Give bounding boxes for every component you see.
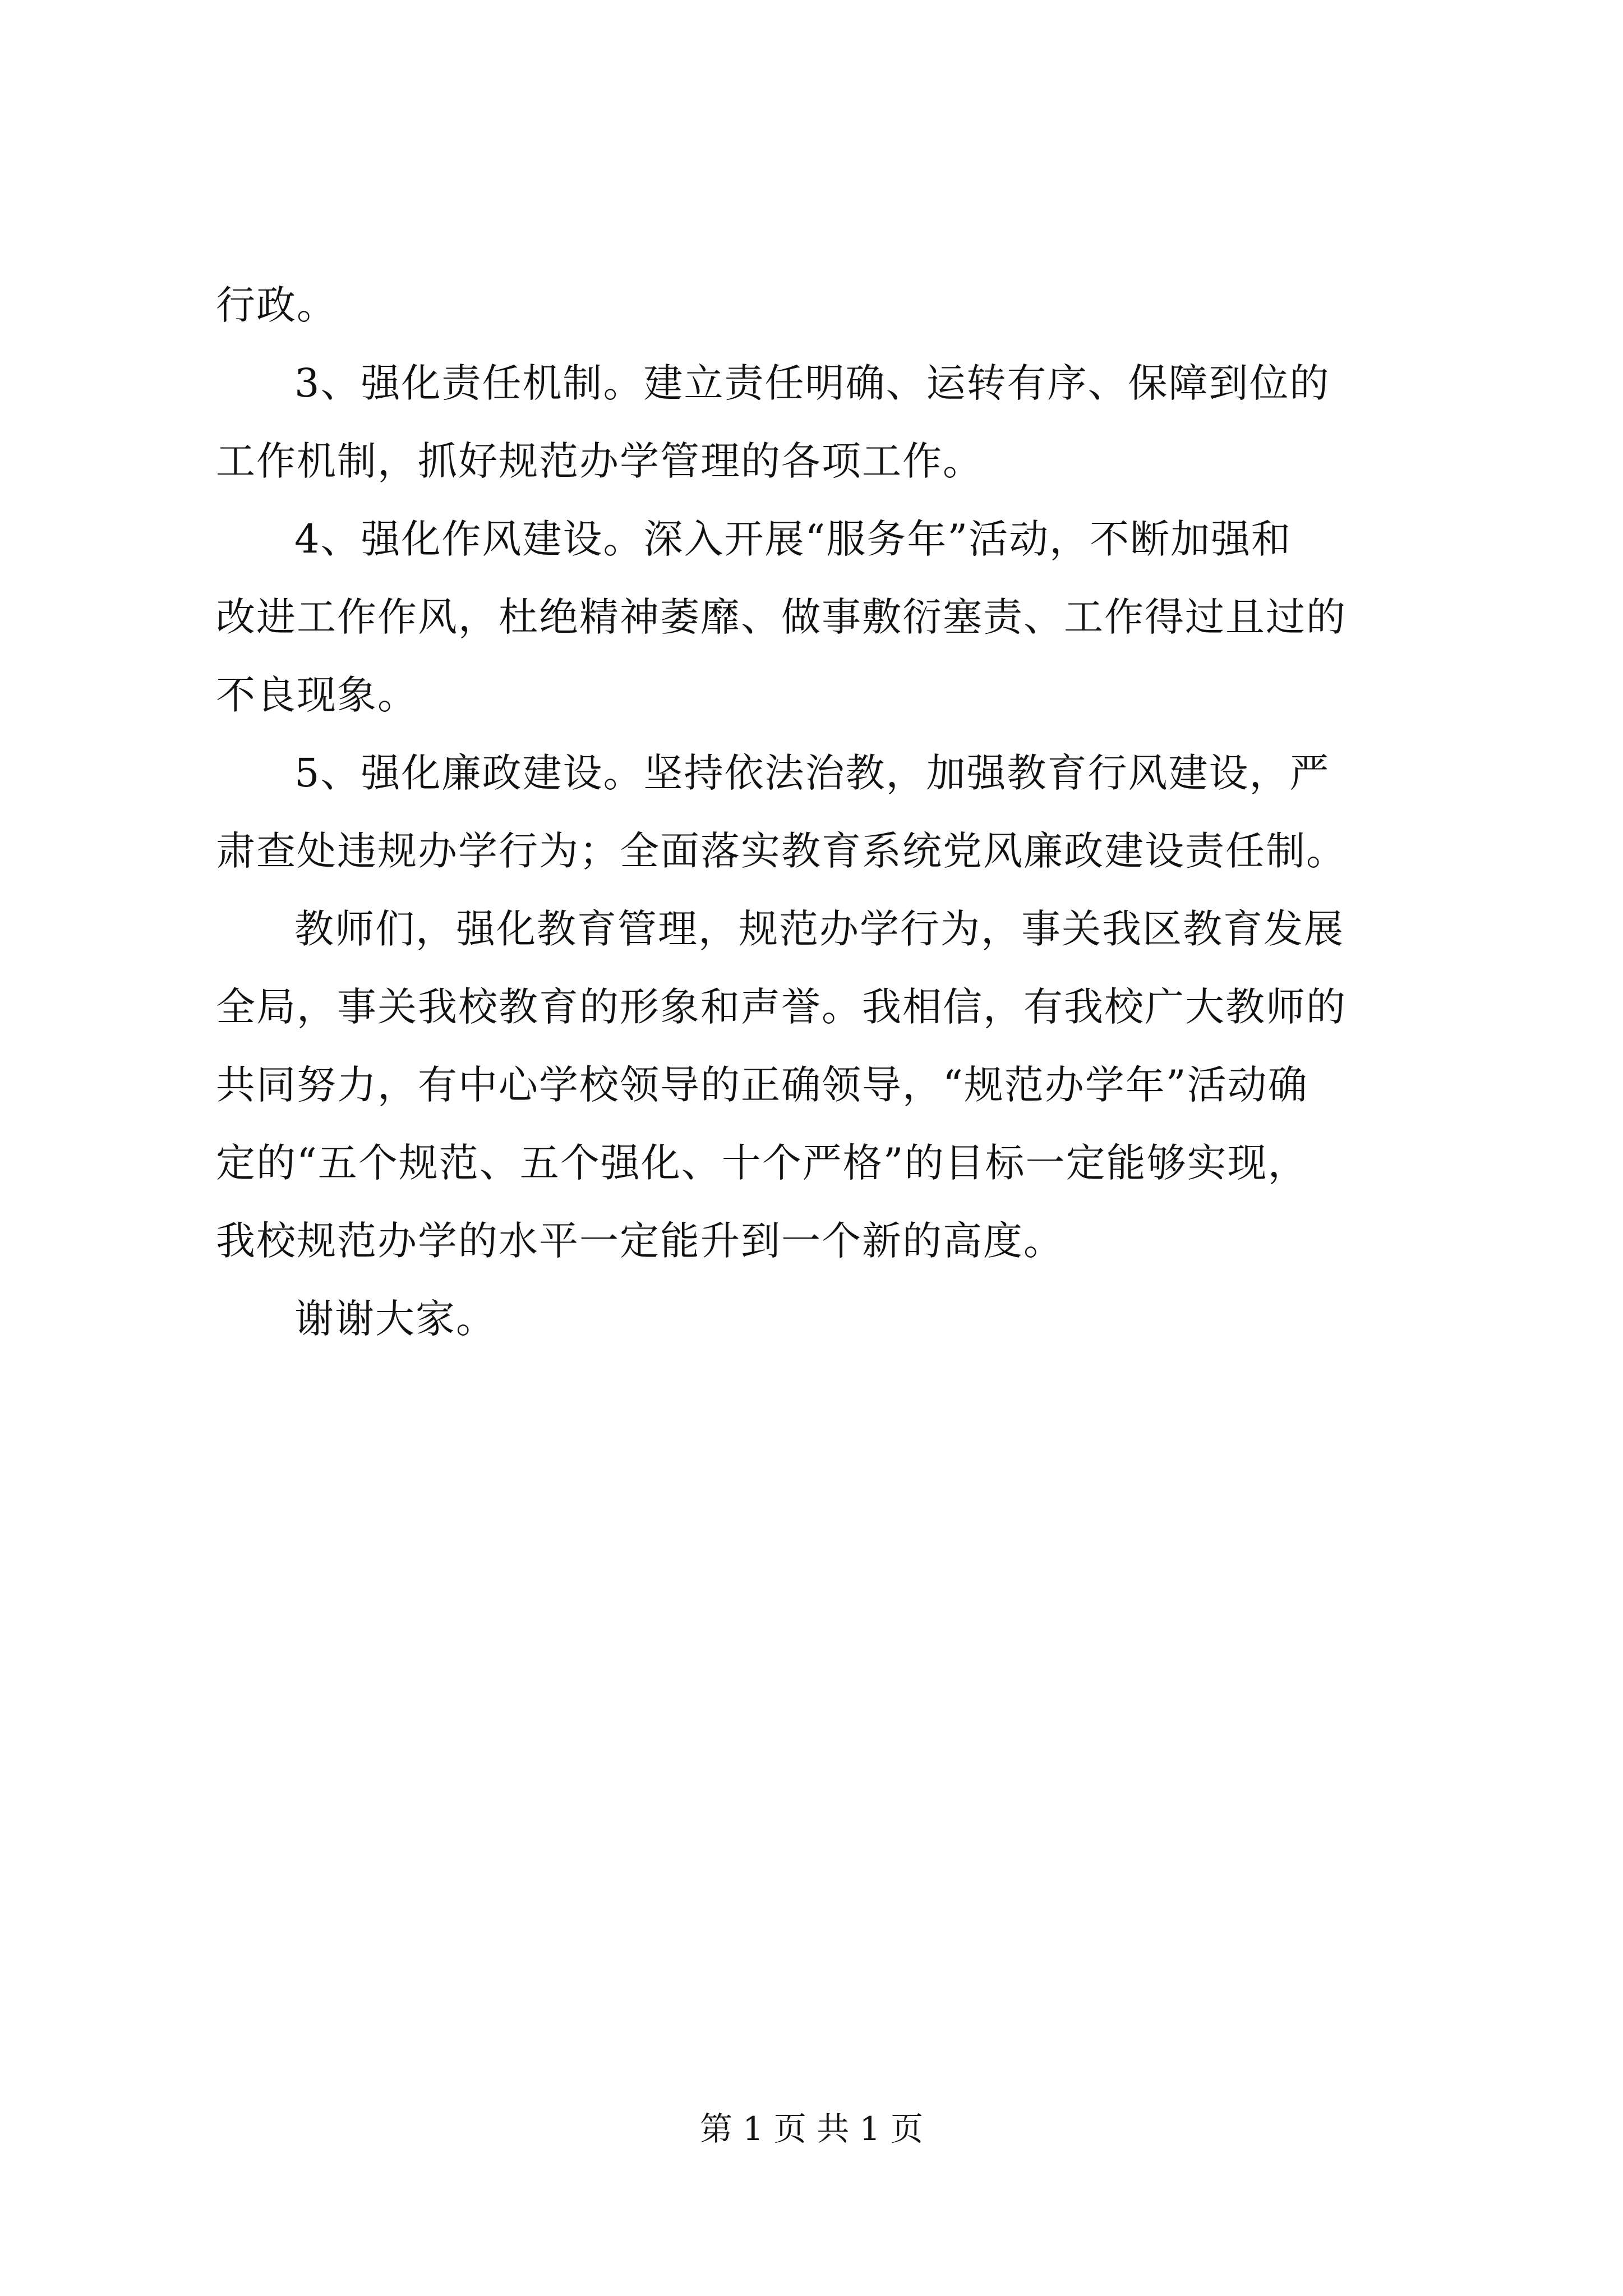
paragraph-line: 谢谢大家。 [294, 1296, 496, 1342]
paragraph-line: 全局，事关我校教育的形象和声誉。我相信，有我校广大教师的 [216, 984, 1347, 1030]
paragraph-line: 行政。 [216, 282, 337, 328]
paragraph-line: 共同努力，有中心学校领导的正确领导，“规范办学年”活动确 [216, 1062, 1308, 1108]
document-body [216, 266, 1422, 1358]
paragraph-line: 工作机制，抓好规范办学管理的各项工作。 [216, 438, 983, 484]
paragraph-line: 不良现象。 [216, 672, 418, 718]
paragraph-line: 定的“五个规范、五个强化、十个严格”的目标一定能够实现， [216, 1140, 1308, 1186]
page-footer: 第 1 页 共 1 页 [700, 2110, 923, 2148]
paragraph-line: 我校规范办学的水平一定能升到一个新的高度。 [216, 1218, 1064, 1264]
paragraph-line: 肃查处违规办学行为；全面落实教育系统党风廉政建设责任制。 [216, 828, 1347, 874]
paragraph-line: 3、强化责任机制。建立责任明确、运转有序、保障到位的 [294, 360, 1330, 406]
paragraph-line: 5、强化廉政建设。坚持依法治教，加强教育行风建设，严 [294, 750, 1330, 796]
paragraph-line: 改进工作作风，杜绝精神萎靡、做事敷衍塞责、工作得过且过的 [216, 594, 1347, 640]
paragraph-line: 教师们，强化教育管理，规范办学行为，事关我区教育发展 [294, 906, 1344, 952]
paragraph-line: 4、强化作风建设。深入开展“服务年”活动，不断加强和 [294, 516, 1292, 562]
